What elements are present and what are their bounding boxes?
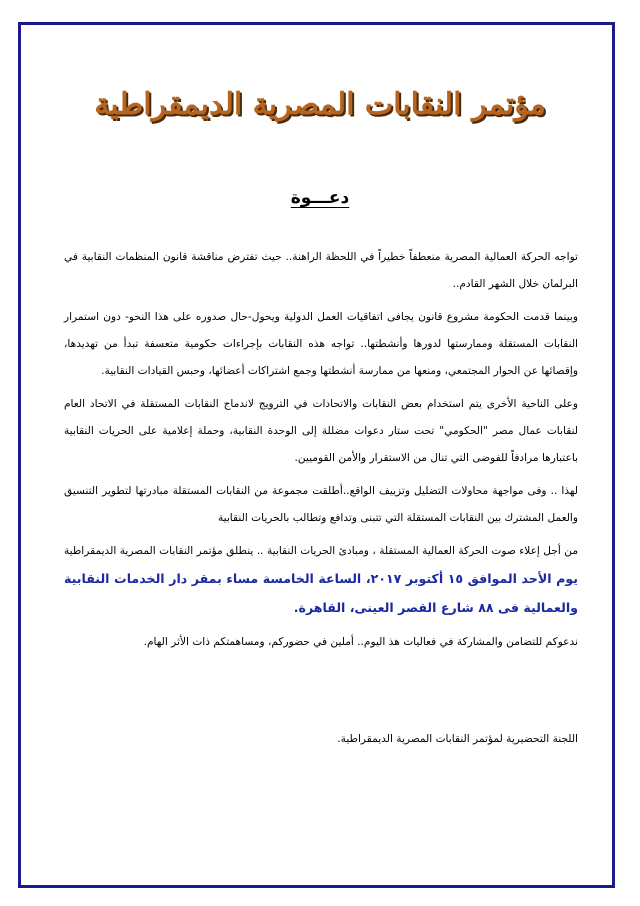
invitation-heading: [0, 188, 640, 208]
paragraph-1: تواجه الحركة العمالية المصرية منعطفاً خطيراً في اللحظة الراهنة.. حيث تفترض مناقشة قانون المنظمات النقابية في البرلمان خلال الشهر القادم..: [64, 251, 578, 290]
paragraph-5: [64, 538, 578, 623]
document-title: مؤتمر النقابات المصرية الديمقراطية: [94, 87, 546, 122]
invitation-heading-text: دعـــوة: [290, 188, 350, 208]
document-body: [64, 244, 578, 662]
event-details: يوم الأحد الموافق ١٥ أكتوبر ٢٠١٧، الساعة الخامسة مساء بمقر دار الخدمات النقابية والعمالية فى ٨٨ شارع القصر العينى، القاهرة.: [64, 571, 578, 615]
closing-paragraph: ندعوكم للتضامن والمشاركة في فعاليات هذ اليوم.. أملين في حضوركم، ومساهمتكم ذات الأثر الهام.: [143, 636, 578, 648]
paragraph-2: وبينما قدمت الحكومة مشروع قانون يجافى اتفاقيات العمل الدولية ويحول-حال صدوره على هذا النحو- دون استمرار النقابات المستقلة وممارستها لدورها وأنشطتها.. تواجه هذه النقابات بإجراءات حكومية متعسفة تبدأ من تهديدها، وإقصائها عن الحوار المجتمعي، ومنعها من ممارسة أنشطتها وجمع اشتراكات أعضائها، وحبس القيادات النقابية.: [64, 311, 578, 377]
paragraph-3: وعلى الناحية الأخرى يتم استخدام بعض النقابات والاتحادات في الترويج لاندماج النقابات المستقلة في الاتحاد العام لنقابات عمال مصر "الحكومي" تحت ستار دعوات مضللة إلى الوحدة النقابية، وحملة إعلامية على الحريات النقابية باعتبارها مرادفاً للفوضى التي تنال من الاستقرار والأمن القوميين.: [64, 398, 578, 464]
event-intro: من أجل إعلاء صوت الحركة العمالية المستقلة ، ومبادئ الحريات النقابية .. ينطلق مؤتمر النقابات المصرية الديمقراطية: [64, 545, 578, 557]
signature: اللجنة التحضيرية لمؤتمر النقابات المصرية الديمقراطية.: [337, 733, 578, 745]
paragraph-4: لهذا .. وفى مواجهة محاولات التضليل وتزييف الواقع..أطلقت مجموعة من النقابات المستقلة مبادرتها لتطوير التنسيق والعمل المشترك بين النقابات المستقلة التي تتبنى وتدافع وتطالب بالحريات النقابية: [64, 485, 578, 524]
